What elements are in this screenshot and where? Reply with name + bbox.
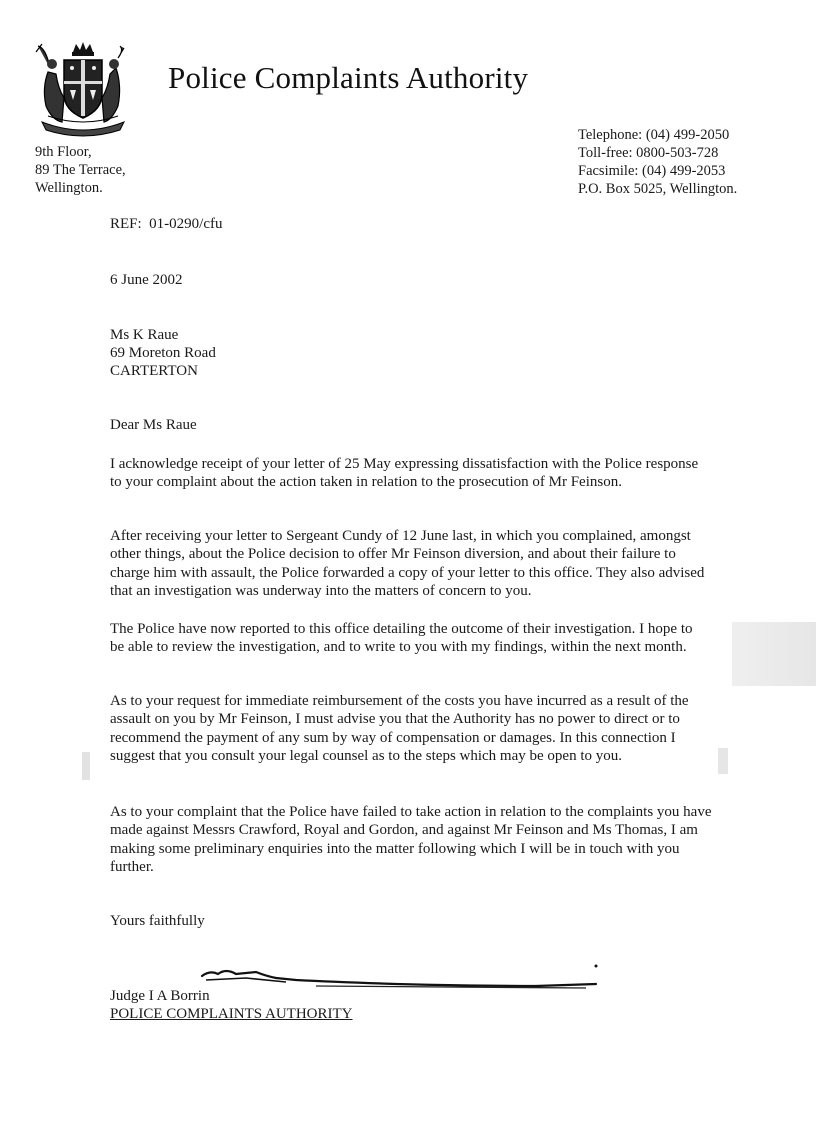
office-address — [35, 143, 126, 197]
address-line: 89 The Terrace, — [35, 162, 126, 178]
scan-smudge — [732, 622, 816, 686]
reference-number: REF: 01-0290/cfu — [110, 216, 223, 232]
telephone: Telephone: (04) 499-2050 — [578, 127, 730, 143]
scan-smudge — [82, 752, 90, 780]
address-line: Wellington. — [35, 180, 103, 196]
recipient-street: 69 Moreton Road — [110, 345, 216, 361]
letterhead-title: Police Complaints Authority — [168, 60, 529, 95]
body-paragraph: As to your complaint that the Police have failed to take action in relation to the complaints you have made against Messrs Crawford, Royal and Gordon, and against Mr Feinson and Ms Thomas, I am making some preliminary enquiries into the matter following which I will be in touch with you further. — [110, 804, 712, 875]
body-paragraph: The Police have now reported to this office detailing the outcome of their investigation. I hope to be able to review the investigation, and to write to you with my findings, within the next month. — [110, 621, 693, 656]
signer-block — [110, 987, 353, 1023]
facsimile: Facsimile: (04) 499-2053 — [578, 163, 726, 179]
coat-of-arms-icon — [28, 38, 138, 138]
recipient-address — [110, 326, 216, 380]
letter-date: 6 June 2002 — [110, 272, 183, 288]
body-paragraph: After receiving your letter to Sergeant Cundy of 12 June last, in which you complained, amongst other things, about the Police decision to offer Mr Feinson diversion, and about their failure to charge him with assault, the Police forwarded a copy of your letter to this office. They also advised that an investigation was underway into the matters of concern to you. — [110, 528, 705, 599]
salutation: Dear Ms Raue — [110, 417, 197, 433]
recipient-name: Ms K Raue — [110, 327, 179, 343]
contact-details — [578, 126, 737, 198]
address-line: 9th Floor, — [35, 144, 92, 160]
recipient-town: CARTERTON — [110, 363, 198, 379]
signer-organisation: POLICE COMPLAINTS AUTHORITY — [110, 1006, 353, 1022]
toll-free: Toll-free: 0800-503-728 — [578, 145, 719, 161]
body-paragraph: I acknowledge receipt of your letter of 25 May expressing dissatisfaction with the Police response to your complaint about the action taken in relation to the prosecution of Mr Feinson. — [110, 456, 699, 491]
scan-smudge — [718, 748, 728, 774]
closing: Yours faithfully — [110, 913, 205, 929]
body-paragraph: As to your request for immediate reimbursement of the costs you have incurred as a result of the assault on you by Mr Feinson, I must advise you that the Authority has no power to direct or to recommend the payment of any sum by way of compensation or damages. In this connection I suggest that you consult your legal counsel as to the steps which may be open to you. — [110, 693, 689, 764]
po-box: P.O. Box 5025, Wellington. — [578, 181, 738, 197]
signer-name: Judge I A Borrin — [110, 988, 210, 1004]
